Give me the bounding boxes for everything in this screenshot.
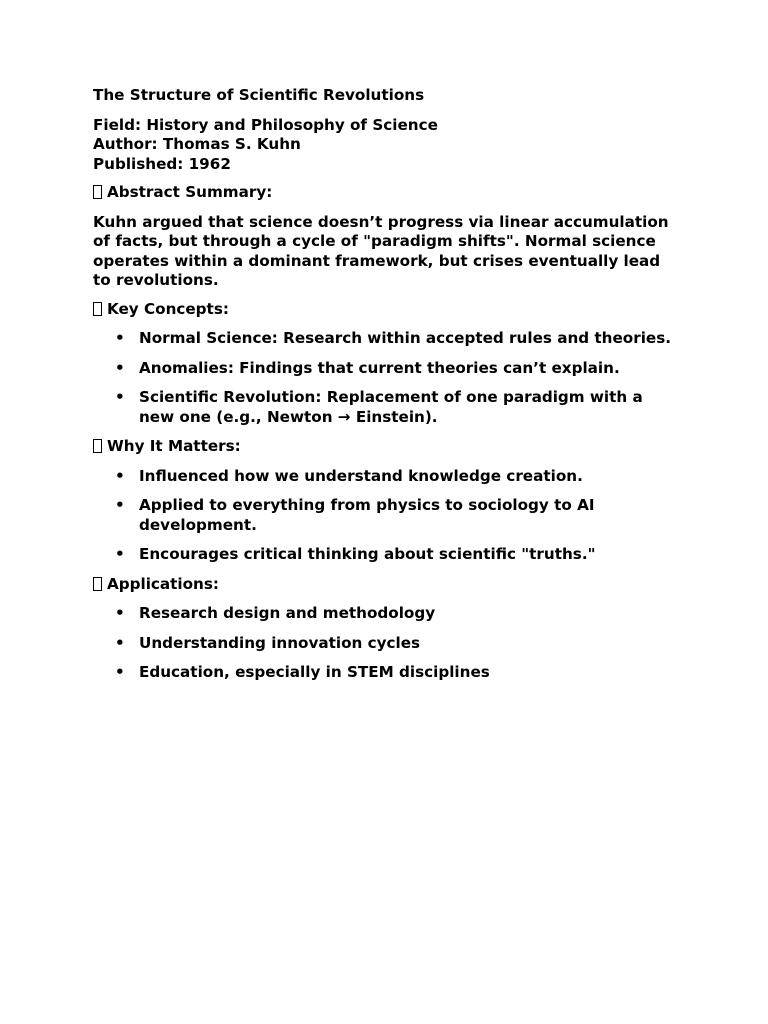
published-line: Published: 1962 — [93, 154, 231, 173]
applications-heading — [93, 575, 683, 595]
list-item-text: Applied to everything from physics to sociology to AI development. — [139, 496, 595, 534]
list-item — [93, 359, 683, 379]
list-item-text: Scientific Revolution: Replacement of one paradigm with a new one (e.g., Newton → Einstein). — [139, 388, 643, 426]
bullet-icon: • — [115, 496, 125, 514]
missing-glyph-icon — [93, 577, 102, 591]
document-page — [93, 86, 683, 693]
applications-list — [93, 604, 683, 683]
list-item — [93, 467, 683, 487]
list-item-text: Influenced how we understand knowledge creation. — [139, 466, 583, 485]
list-item-text: Anomalies: Findings that current theories can’t explain. — [139, 358, 620, 377]
list-item-text: Encourages critical thinking about scientific "truths." — [139, 545, 596, 563]
bullet-icon: • — [115, 358, 125, 377]
bullet-icon: • — [115, 466, 125, 485]
bullet-icon: • — [115, 545, 125, 563]
list-item-text: Understanding innovation cycles — [139, 633, 421, 652]
list-item — [93, 545, 683, 565]
abstract-heading — [93, 183, 683, 203]
document-meta — [93, 116, 683, 175]
bullet-icon: • — [115, 663, 125, 681]
bullet-icon: • — [115, 604, 125, 622]
list-item — [93, 604, 683, 624]
why-it-matters-heading-text: Why It Matters: — [107, 437, 241, 455]
list-item — [93, 496, 683, 535]
list-item — [93, 388, 683, 427]
list-item-text: Normal Science: Research within accepted rules and theories. — [139, 329, 672, 347]
bullet-icon: • — [115, 388, 125, 406]
key-concepts-heading — [93, 300, 683, 320]
key-concepts-heading-text: Key Concepts: — [107, 299, 229, 318]
document-title: The Structure of Scientific Revolutions — [93, 86, 425, 104]
missing-glyph-icon — [93, 302, 102, 316]
bullet-icon: • — [115, 633, 125, 652]
list-item — [93, 329, 683, 349]
missing-glyph-icon — [93, 439, 102, 453]
applications-heading-text: Applications: — [107, 574, 219, 593]
why-it-matters-list — [93, 467, 683, 565]
list-item — [93, 634, 683, 654]
abstract-heading-text: Abstract Summary: — [107, 183, 273, 201]
key-concepts-list — [93, 329, 683, 427]
author-line: Author: Thomas S. Kuhn — [93, 135, 301, 153]
bullet-icon: • — [115, 329, 125, 347]
field-line: Field: History and Philosophy of Science — [93, 115, 438, 134]
list-item-text: Research design and methodology — [139, 604, 436, 622]
list-item — [93, 663, 683, 683]
why-it-matters-heading — [93, 437, 683, 457]
abstract-text: Kuhn argued that science doesn’t progress via linear accumulation of facts, but through a cycle of "paradigm shifts". Normal science operates within a dominant framework, but crises eventually lead to revolutions. — [93, 212, 669, 289]
list-item-text: Education, especially in STEM disciplines — [139, 663, 490, 681]
missing-glyph-icon — [93, 185, 102, 199]
